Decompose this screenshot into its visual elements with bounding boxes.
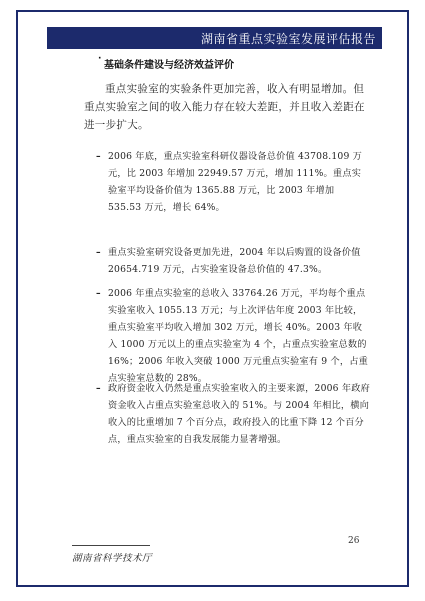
bullet-item-3 [96, 285, 370, 387]
bullet-text: 政府资金收入仍然是重点实验室收入的主要来源，2006 年政府资金收入占重点实验室总收入的 51%。与 2004 年相比，横向收入的比重增加 7 个百分点，政府投入的比重下降 12 个百分点，重点实验室的自我发展能力显著增强。 [108, 383, 370, 445]
section-title: 基础条件建设与经济效益评价 [104, 60, 234, 71]
bullet-text: 2006 年重点实验室的总收入 33764.26 万元，平均每个重点实验室收入 1055.13 万元；与上次评估年度 2003 年比较，重点实验室平均收入增加 302 万元，增长 40%。2003 年收入 1000 万元以上的重点实验室为 4 个，占重点实验室总数的 16%；2006 年收入突破 1000 万元重点实验室有 9 个，占重点实验室总数的 28%。 [108, 288, 369, 384]
report-header-band [47, 27, 382, 49]
bullet-dash: – [96, 151, 101, 162]
bullet-dash: – [96, 247, 101, 258]
bullet-item-4 [96, 380, 370, 448]
report-title: 湖南省重点实验室发展评估报告 [200, 32, 376, 46]
footer-rule [72, 545, 150, 546]
section-marker: · [98, 54, 102, 64]
section-heading [98, 54, 234, 71]
footer-publisher: 湖南省科学技术厅 [72, 553, 153, 564]
bullet-text: 2006 年底，重点实验室科研仪器设备总价值 43708.109 万元，比 2003 年增加 22949.57 万元，增加 111%。重点实验室平均设备价值为 1365.88 万元，比 2003 年增加 535.53 万元，增长 64%。 [108, 151, 363, 213]
bullet-dash: – [96, 288, 101, 299]
bullet-dash: – [96, 383, 101, 394]
intro-paragraph: 重点实验室的实验条件更加完善，收入有明显增加。但重点实验室之间的收入能力存在较大差距，并且收入差距在进一步扩大。 [84, 83, 365, 131]
page-number: 26 [348, 536, 360, 546]
bullet-item-2 [96, 244, 370, 278]
bullet-item-1 [96, 148, 370, 216]
bullet-text: 重点实验室研究设备更加先进，2004 年以后购置的设备价值 20654.719 万元，占实验室设备总价值的 47.3%。 [108, 247, 361, 275]
